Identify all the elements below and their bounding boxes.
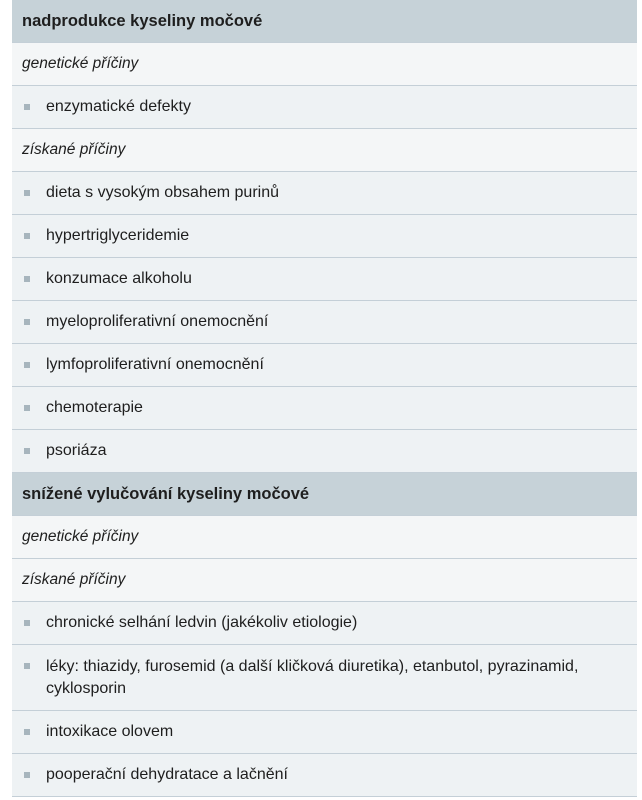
list-item-text: myeloproliferativní onemocnění	[46, 313, 269, 330]
subheader-label: genetické příčiny	[22, 55, 139, 72]
list-item-text: chemoterapie	[46, 399, 143, 416]
section-title: nadprodukce kyseliny močové	[22, 11, 263, 30]
list-item	[12, 215, 637, 258]
section-title: snížené vylučování kyseliny močové	[22, 484, 310, 503]
list-item	[12, 301, 637, 344]
list-item	[12, 645, 637, 711]
list-item-text: chronické selhání ledvin (jakékoliv etiologie)	[46, 614, 358, 631]
bullet-icon	[24, 772, 30, 778]
bullet-icon	[24, 448, 30, 454]
subheader-genetic	[12, 516, 637, 559]
list-item	[12, 86, 637, 129]
list-item-text: lymfoproliferativní onemocnění	[46, 356, 264, 373]
list-item	[12, 387, 637, 430]
bullet-icon	[24, 620, 30, 626]
subheader-genetic	[12, 43, 637, 86]
list-item-text: pooperační dehydratace a lačnění	[46, 766, 288, 783]
list-item-text: intoxikace olovem	[46, 723, 174, 740]
bullet-icon	[24, 663, 30, 669]
section-header-overproduction	[12, 0, 637, 43]
subheader-acquired	[12, 559, 637, 602]
list-item	[12, 172, 637, 215]
section-header-reduced-excretion	[12, 473, 637, 516]
bullet-icon	[24, 190, 30, 196]
bullet-icon	[24, 729, 30, 735]
bullet-icon	[24, 405, 30, 411]
list-item	[12, 344, 637, 387]
bullet-icon	[24, 276, 30, 282]
list-item	[12, 754, 637, 797]
bullet-icon	[24, 362, 30, 368]
bullet-icon	[24, 104, 30, 110]
list-item	[12, 258, 637, 301]
list-item	[12, 602, 637, 645]
causes-table	[12, 0, 637, 797]
bullet-icon	[24, 319, 30, 325]
list-item-text: psoriáza	[46, 442, 107, 459]
bullet-icon	[24, 233, 30, 239]
list-item	[12, 711, 637, 754]
list-item-text: konzumace alkoholu	[46, 270, 192, 287]
subheader-label: získané příčiny	[22, 141, 126, 158]
subheader-acquired	[12, 129, 637, 172]
list-item-text: dieta s vysokým obsahem purinů	[46, 184, 279, 201]
list-item-text: hypertriglyceridemie	[46, 227, 190, 244]
subheader-label: genetické příčiny	[22, 528, 139, 545]
list-item-text: léky: thiazidy, furosemid (a další kličková diuretika), etanbutol, pyrazinamid, cyklosporin	[46, 658, 579, 697]
subheader-label: získané příčiny	[22, 571, 126, 588]
list-item	[12, 430, 637, 473]
list-item-text: enzymatické defekty	[46, 98, 191, 115]
